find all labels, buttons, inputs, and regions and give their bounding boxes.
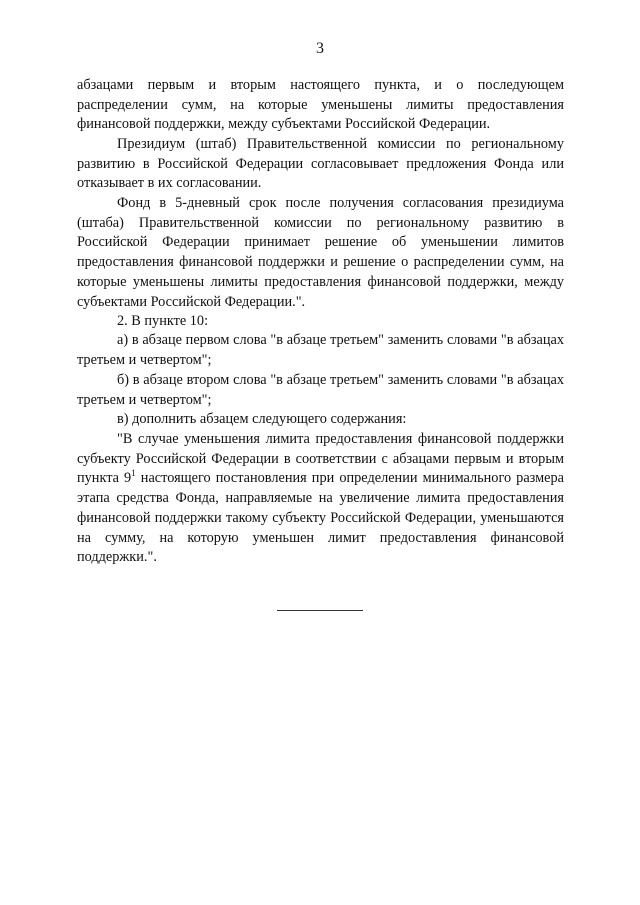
paragraph-2: Президиум (штаб) Правительственной комиссии по региональному развитию в Российской Федерации согласовывает предложения Фонда или отказывает в их согласовании. — [77, 136, 564, 192]
superscript-mark: 1 — [131, 468, 136, 479]
paragraph-1: абзацами первым и вторым настоящего пункта, и о последующем распределении сумм, на которые уменьшены лимиты предоставления финансовой поддержки, между субъектами Российской Федерации. — [77, 77, 564, 133]
paragraph-6: б) в абзаце втором слова "в абзаце третьем" заменить словами "в абзацах третьем и четвертом"; — [77, 372, 564, 408]
page-number: 3 — [316, 40, 324, 57]
paragraph-5: а) в абзаце первом слова "в абзаце третьем" заменить словами "в абзацах третьем и четвертом"; — [77, 332, 564, 368]
paragraph-7: в) дополнить абзацем следующего содержания: — [117, 411, 407, 427]
paragraph-8-part-2: настоящего постановления при определении минимального размера этапа средства Фонда, направляемые на увеличение лимита предоставления финансовой поддержки такому субъекту Российской Федерации, уменьшаются на сумму, на которую уменьшен лимит предоставления финансовой поддержки.". — [77, 470, 565, 566]
paragraph-8-part-1: "В случае уменьшения лимита предоставления финансовой поддержки субъекту Российской Федерации в соответствии с абзацами первым и вторым пункта 9 — [77, 431, 564, 487]
end-of-text-rule — [277, 610, 363, 611]
paragraph-8 — [77, 430, 564, 568]
paragraph-3: Фонд в 5-дневный срок после получения согласования президиума (штаба) Правительственной комиссии по региональному развитию в Российской Федерации принимает решение об уменьшении лимитов предоставления финансовой поддержки и решение о распределении сумм, на которые уменьшены лимиты предоставления финансовой поддержки, между субъектами Российской Федерации.". — [77, 195, 564, 310]
paragraph-4: 2. В пункте 10: — [117, 313, 209, 329]
